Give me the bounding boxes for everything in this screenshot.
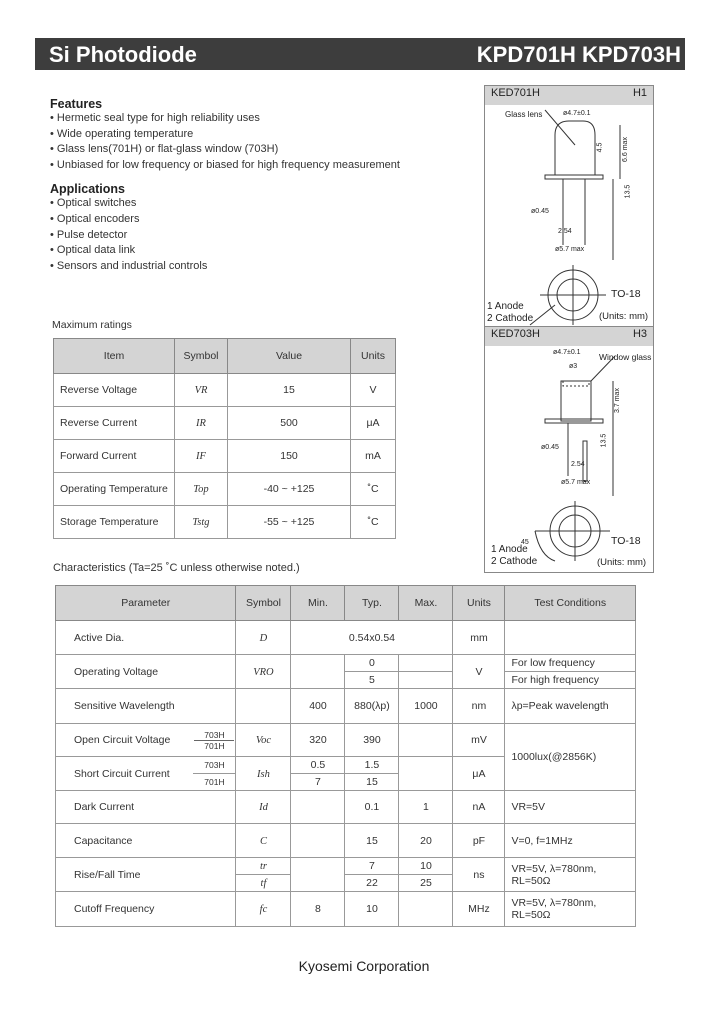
variant-703h: 703H: [193, 757, 236, 774]
min: 8: [291, 892, 345, 927]
typ: 10: [345, 892, 399, 927]
symbol: [236, 655, 291, 689]
applications-heading: Applications: [50, 182, 126, 197]
min: 7: [291, 774, 345, 791]
units-note: (Units: mm): [599, 311, 649, 322]
table-header-row: [54, 339, 396, 374]
dim-outer: ø5.7 max: [555, 246, 585, 253]
param: Open Circuit Voltage: [56, 724, 194, 757]
symbol: [236, 858, 291, 875]
condition: V=0, f=1MHz: [505, 824, 636, 858]
dim-diameter: ø4.7±0.1: [563, 110, 591, 117]
feature-item: • Glass lens(701H) or flat-glass window (703H): [50, 142, 450, 158]
package-drawing-h3: [484, 326, 654, 573]
col-header: Units: [351, 339, 396, 374]
symbol-text: Ish: [257, 768, 270, 780]
symbol-text: Id: [259, 802, 268, 813]
max: 1000: [399, 689, 453, 724]
table-row: [56, 621, 636, 655]
units: ˚C: [351, 506, 396, 539]
application-item: • Optical data link: [50, 243, 450, 259]
symbol: [175, 374, 228, 407]
symbol: [175, 440, 228, 473]
dim-diameter: ø4.7±0.1: [553, 349, 581, 356]
min: 0.5: [291, 757, 345, 774]
symbol-text: IR: [196, 418, 206, 429]
table-row: [54, 440, 396, 473]
dim-lead-length: 13.5: [600, 433, 608, 448]
typ: 5: [345, 672, 399, 689]
max: [399, 655, 453, 672]
param: Rise/Fall Time: [56, 858, 236, 892]
typ: 15: [345, 824, 399, 858]
dim-outer: ø5.7 max: [561, 479, 591, 486]
col-header: Symbol: [175, 339, 228, 374]
symbol: [236, 824, 291, 858]
col-header: Value: [228, 339, 351, 374]
window-label: Window glass: [599, 352, 652, 362]
max: 10: [399, 858, 453, 875]
symbol: [175, 473, 228, 506]
symbol: [236, 791, 291, 824]
application-item: • Pulse detector: [50, 228, 450, 244]
feature-item: • Hermetic seal type for high reliability uses: [50, 111, 450, 127]
table-row: [54, 374, 396, 407]
table-row: [54, 473, 396, 506]
param: Active Dia.: [56, 621, 236, 655]
package-type: TO-18: [611, 288, 641, 300]
item: Reverse Voltage: [54, 374, 175, 407]
max: [399, 892, 453, 927]
typ: 880(λp): [345, 689, 399, 724]
value: -40 ~ +125: [228, 473, 351, 506]
col-header: Item: [54, 339, 175, 374]
typ: 7: [345, 858, 399, 875]
symbol: [175, 407, 228, 440]
symbol: [236, 689, 291, 724]
pin1-label: 1 Anode: [491, 544, 528, 555]
condition: VR=5V, λ=780nm, RL=50Ω: [505, 892, 636, 927]
table-row: [54, 407, 396, 440]
min: [291, 791, 345, 824]
table-row: [56, 724, 636, 757]
col-header: Typ.: [345, 586, 399, 621]
symbol: [236, 892, 291, 927]
product-type: Si Photodiode: [49, 42, 197, 67]
condition: VR=5V: [505, 791, 636, 824]
col-header: Min.: [291, 586, 345, 621]
table-row: [56, 655, 636, 672]
features-section: [50, 97, 450, 274]
param: Short Circuit Current: [56, 757, 194, 791]
pin1-label: 1 Anode: [487, 301, 524, 312]
dim-height-max: 6.6 max: [621, 137, 629, 162]
symbol-text: Top: [193, 484, 209, 495]
col-header: Max.: [399, 586, 453, 621]
value: 150: [228, 440, 351, 473]
item: Reverse Current: [54, 407, 175, 440]
units: mV: [453, 724, 505, 757]
value: 500: [228, 407, 351, 440]
symbol-text: VRO: [253, 666, 274, 678]
max: [399, 757, 453, 791]
param: Dark Current: [56, 791, 236, 824]
symbol-text: D: [259, 632, 268, 644]
value: 0.54x0.54: [291, 621, 453, 655]
symbol-text: IF: [196, 451, 206, 462]
condition: [505, 621, 636, 655]
pin2-label: 2 Cathode: [487, 313, 534, 324]
application-item: • Optical switches: [50, 196, 450, 212]
max: 20: [399, 824, 453, 858]
condition: For high frequency: [505, 672, 636, 689]
min: [291, 655, 345, 689]
model-variant: [193, 724, 236, 757]
dim-height-max: 3.7 max: [613, 388, 621, 413]
col-header: Test Conditions: [505, 586, 636, 621]
param: Capacitance: [56, 824, 236, 858]
dim-angle: 45: [521, 539, 529, 546]
package-code: H3: [632, 328, 647, 340]
units: μA: [351, 407, 396, 440]
table-row: [56, 824, 636, 858]
units: V: [453, 655, 505, 689]
variant-701h: 701H: [204, 740, 225, 751]
units: MHz: [453, 892, 505, 927]
dim-pitch: 2.54: [571, 461, 585, 468]
package-name: KED703H: [491, 328, 540, 340]
feature-item: • Unbiased for low frequency or biased for high frequency measurement: [50, 158, 450, 174]
units: μA: [453, 757, 505, 791]
features-heading: Features: [50, 97, 103, 111]
max: [399, 724, 453, 757]
col-header: Units: [453, 586, 505, 621]
table-row: [54, 506, 396, 539]
product-models: KPD701H KPD703H: [476, 42, 681, 67]
characteristics-caption: Characteristics (Ta=25 ˚C unless otherwise noted.): [53, 562, 300, 574]
dim-pitch: 2.54: [558, 228, 572, 235]
table-row: [56, 791, 636, 824]
condition: VR=5V, λ=780nm, RL=50Ω: [505, 858, 636, 892]
symbol: [236, 724, 291, 757]
dim-lead-length: 13.5: [624, 184, 632, 199]
package-type: TO-18: [611, 535, 641, 547]
units-note: (Units: mm): [597, 557, 647, 568]
characteristics-table: [55, 585, 636, 927]
param: Cutoff Frequency: [56, 892, 236, 927]
max-ratings-caption: Maximum ratings: [52, 319, 132, 331]
units: ns: [453, 858, 505, 892]
symbol-text: fc: [259, 904, 268, 915]
table-row: [56, 858, 636, 875]
title-bar: [35, 38, 685, 70]
variant-703h: 703H: [194, 730, 234, 741]
condition: λp=Peak wavelength: [505, 689, 636, 724]
value: 15: [228, 374, 351, 407]
application-item: • Sensors and industrial controls: [50, 259, 450, 275]
symbol-text: Tstg: [192, 517, 210, 528]
lens-label: Glass lens: [505, 110, 543, 119]
company-footer: Kyosemi Corporation: [298, 958, 430, 974]
max: [399, 672, 453, 689]
typ: 22: [345, 875, 399, 892]
symbol-text: VR: [194, 385, 208, 396]
param: Operating Voltage: [56, 655, 236, 689]
units: nA: [453, 791, 505, 824]
symbol: [175, 506, 228, 539]
symbol-text: tr: [259, 861, 267, 872]
condition: For low frequency: [505, 655, 636, 672]
condition: 1000lux(@2856K): [505, 724, 636, 791]
units: pF: [453, 824, 505, 858]
min: [291, 858, 345, 892]
units: V: [351, 374, 396, 407]
symbol-text: C: [259, 835, 267, 847]
max: 1: [399, 791, 453, 824]
table-row: [56, 892, 636, 927]
dim-inner: ø3: [569, 363, 578, 370]
units: mm: [453, 621, 505, 655]
dim-lead-dia: ø0.45: [541, 444, 559, 451]
table-row: [56, 689, 636, 724]
feature-item: • Wide operating temperature: [50, 127, 450, 143]
typ: 0: [345, 655, 399, 672]
dim-lead-dia: ø0.45: [531, 208, 549, 215]
symbol: [236, 875, 291, 892]
package-drawing-h1: [484, 85, 654, 327]
units: mA: [351, 440, 396, 473]
symbol: [236, 621, 291, 655]
package-name: KED701H: [491, 87, 540, 99]
min: 320: [291, 724, 345, 757]
col-header: Parameter: [56, 586, 236, 621]
min: [291, 824, 345, 858]
symbol-text: Voc: [255, 735, 272, 746]
item: Forward Current: [54, 440, 175, 473]
col-header: Symbol: [236, 586, 291, 621]
item: Operating Temperature: [54, 473, 175, 506]
typ: 1.5: [345, 757, 399, 774]
max: 25: [399, 875, 453, 892]
typ: 15: [345, 774, 399, 791]
table-header-row: [56, 586, 636, 621]
variant-701h: 701H: [193, 774, 236, 791]
symbol: [236, 757, 291, 791]
pin2-label: 2 Cathode: [491, 556, 538, 567]
param: Sensitive Wavelength: [56, 689, 236, 724]
max-ratings-table: [53, 338, 396, 539]
application-item: • Optical encoders: [50, 212, 450, 228]
min: 400: [291, 689, 345, 724]
value: -55 ~ +125: [228, 506, 351, 539]
typ: 390: [345, 724, 399, 757]
units: nm: [453, 689, 505, 724]
units: ˚C: [351, 473, 396, 506]
item: Storage Temperature: [54, 506, 175, 539]
package-code: H1: [632, 87, 647, 99]
symbol-text: tf: [260, 878, 267, 889]
dim-height: 4.5: [596, 142, 604, 153]
typ: 0.1: [345, 791, 399, 824]
